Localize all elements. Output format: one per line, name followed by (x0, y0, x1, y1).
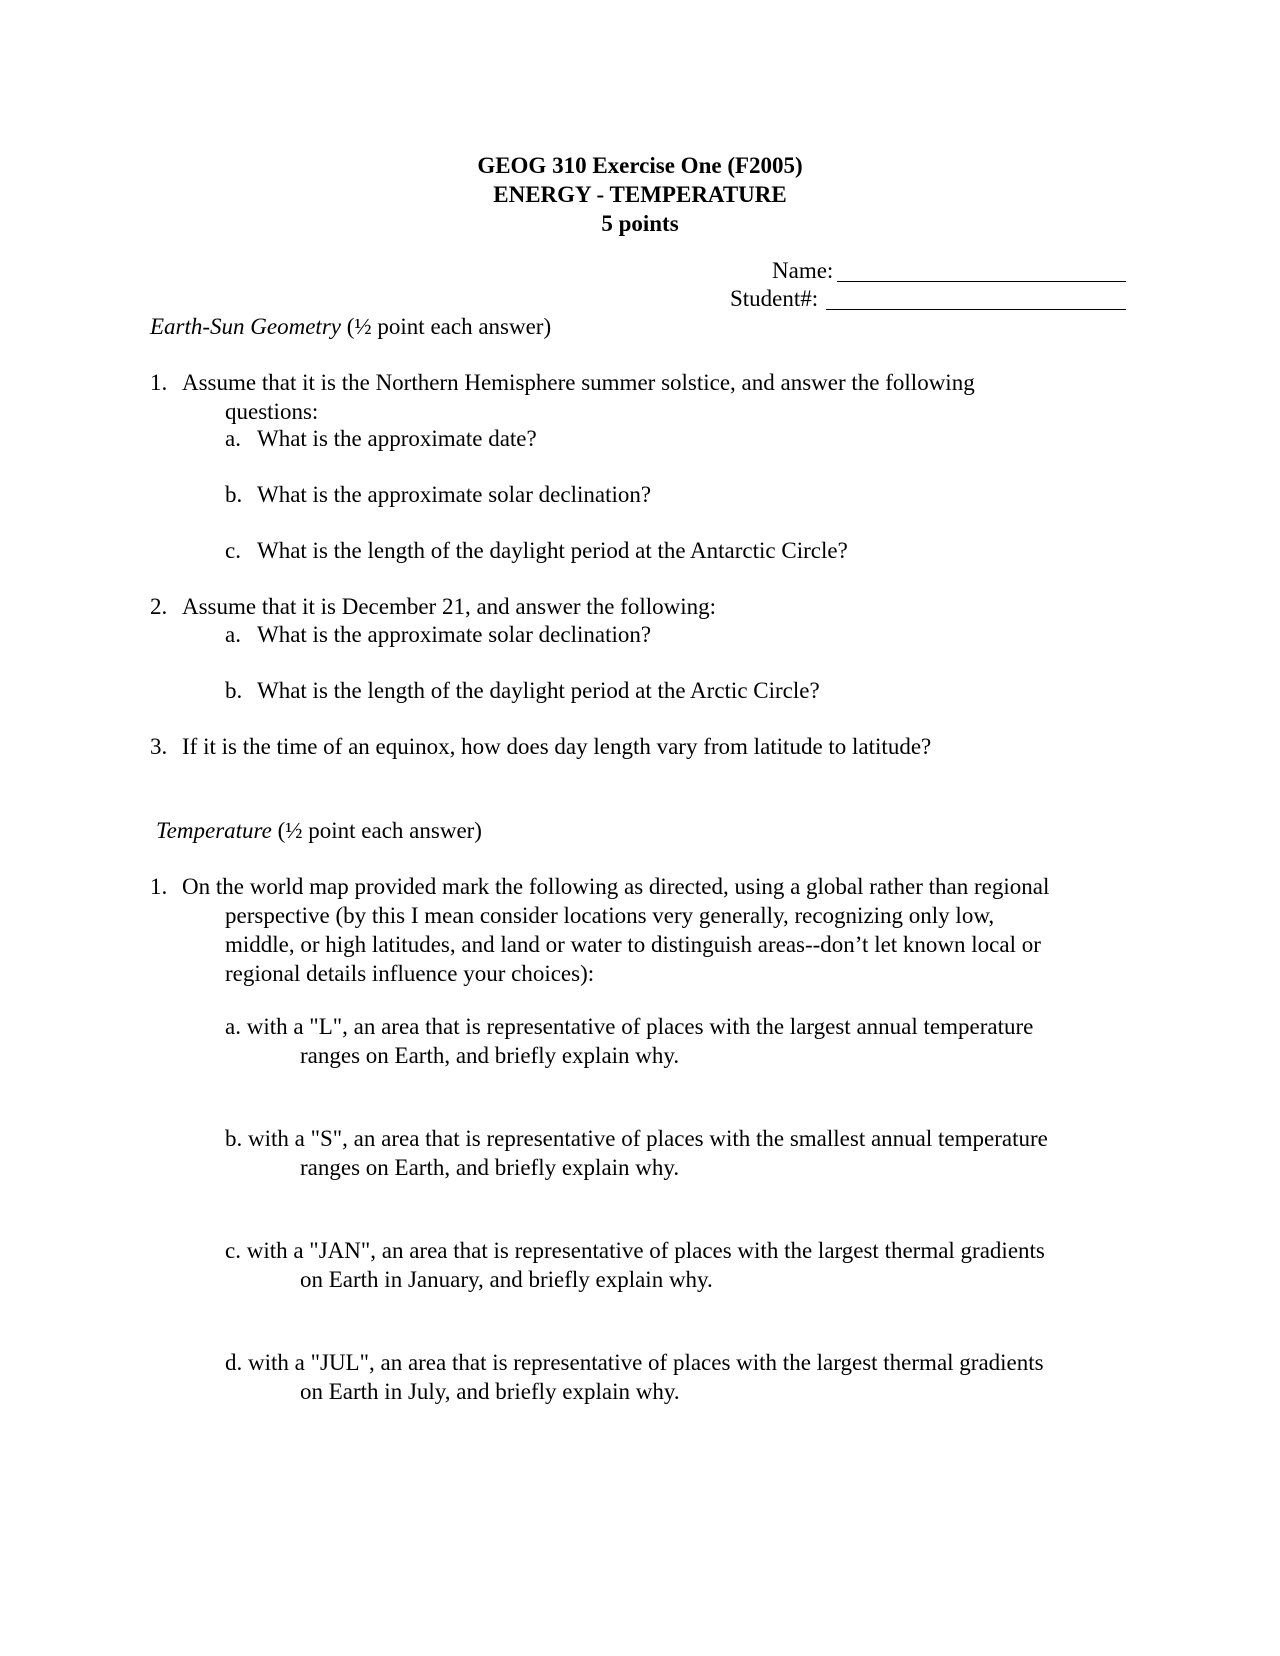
question-number: 2. (150, 594, 168, 619)
sub-text: What is the approximate date? (257, 426, 537, 451)
question-number: 3. (150, 734, 168, 759)
question-text-line: If it is the time of an equinox, how does day length vary from latitude to latitude? (182, 734, 932, 759)
sub-text-line: d. with a "JUL", an area that is representative of places with the largest thermal gradients (225, 1350, 1044, 1375)
temperature-question-1 (150, 872, 1160, 988)
temperature-question-1d (225, 1348, 1145, 1406)
student-number-field[interactable] (826, 309, 1126, 310)
sub-label: b. (225, 678, 243, 703)
section-title-points: (½ point each answer) (341, 314, 552, 339)
sub-text: What is the length of the daylight period at the Arctic Circle? (257, 678, 820, 703)
question-text-line: Assume that it is the Northern Hemisphere summer solstice, and answer the following (182, 370, 975, 395)
question-text-line: On the world map provided mark the following as directed, using a global rather than regional (182, 874, 1050, 899)
exercise-topic: ENERGY - TEMPERATURE (493, 182, 787, 207)
sub-label: c. (225, 538, 241, 563)
question-1-solstice (150, 368, 1150, 426)
sub-text: What is the approximate solar declination? (257, 482, 652, 507)
question-text-line: questions: (225, 399, 319, 424)
course-title: GEOG 310 Exercise One (F2005) (477, 153, 803, 178)
sub-label: a. (225, 622, 241, 647)
section-earth-sun-geometry-title (150, 312, 551, 341)
sub-label: a. (225, 426, 241, 451)
sub-text-line: on Earth in January, and briefly explain why. (300, 1267, 713, 1292)
temperature-question-1c (225, 1236, 1145, 1294)
document-header (0, 151, 1280, 238)
sub-text-line: ranges on Earth, and briefly explain why. (300, 1043, 680, 1068)
question-text-line: Assume that it is December 21, and answer the following: (182, 594, 716, 619)
question-2-december (150, 592, 1150, 621)
sub-text-line: a. with a "L", an area that is representative of places with the largest annual temperature (225, 1014, 1034, 1039)
sub-text-line: on Earth in July, and briefly explain why. (300, 1379, 680, 1404)
section-temperature-title (156, 816, 482, 845)
section-title-italic: Temperature (156, 818, 272, 843)
question-1a (225, 424, 537, 453)
question-2b (225, 676, 820, 705)
sub-text-line: b. with a "S", an area that is representative of places with the smallest annual temperature (225, 1126, 1048, 1151)
sub-text-line: ranges on Earth, and briefly explain why. (300, 1155, 680, 1180)
question-3-equinox (150, 732, 1150, 761)
points-total: 5 points (601, 211, 679, 236)
question-text-line: regional details influence your choices): (225, 961, 595, 986)
temperature-question-1b (225, 1124, 1145, 1182)
question-2a (225, 620, 651, 649)
sub-text: What is the approximate solar declination? (257, 622, 652, 647)
sub-text-line: c. with a "JAN", an area that is representative of places with the largest thermal gradients (225, 1238, 1045, 1263)
name-field[interactable] (837, 281, 1126, 282)
sub-label: b. (225, 482, 243, 507)
question-number: 1. (150, 370, 168, 395)
question-text-line: middle, or high latitudes, and land or water to distinguish areas--don’t let known local or (225, 932, 1041, 957)
question-1b (225, 480, 651, 509)
section-title-points: (½ point each answer) (271, 818, 482, 843)
temperature-question-1a (225, 1012, 1145, 1070)
student-number-label: Student#: (730, 286, 819, 311)
question-1c (225, 536, 848, 565)
sub-text: What is the length of the daylight period at the Antarctic Circle? (257, 538, 848, 563)
question-number: 1. (150, 874, 168, 899)
question-text-line: perspective (by this I mean consider locations very generally, recognizing only low, (225, 903, 995, 928)
name-label: Name: (772, 258, 834, 283)
section-title-italic: Earth-Sun Geometry (150, 314, 341, 339)
